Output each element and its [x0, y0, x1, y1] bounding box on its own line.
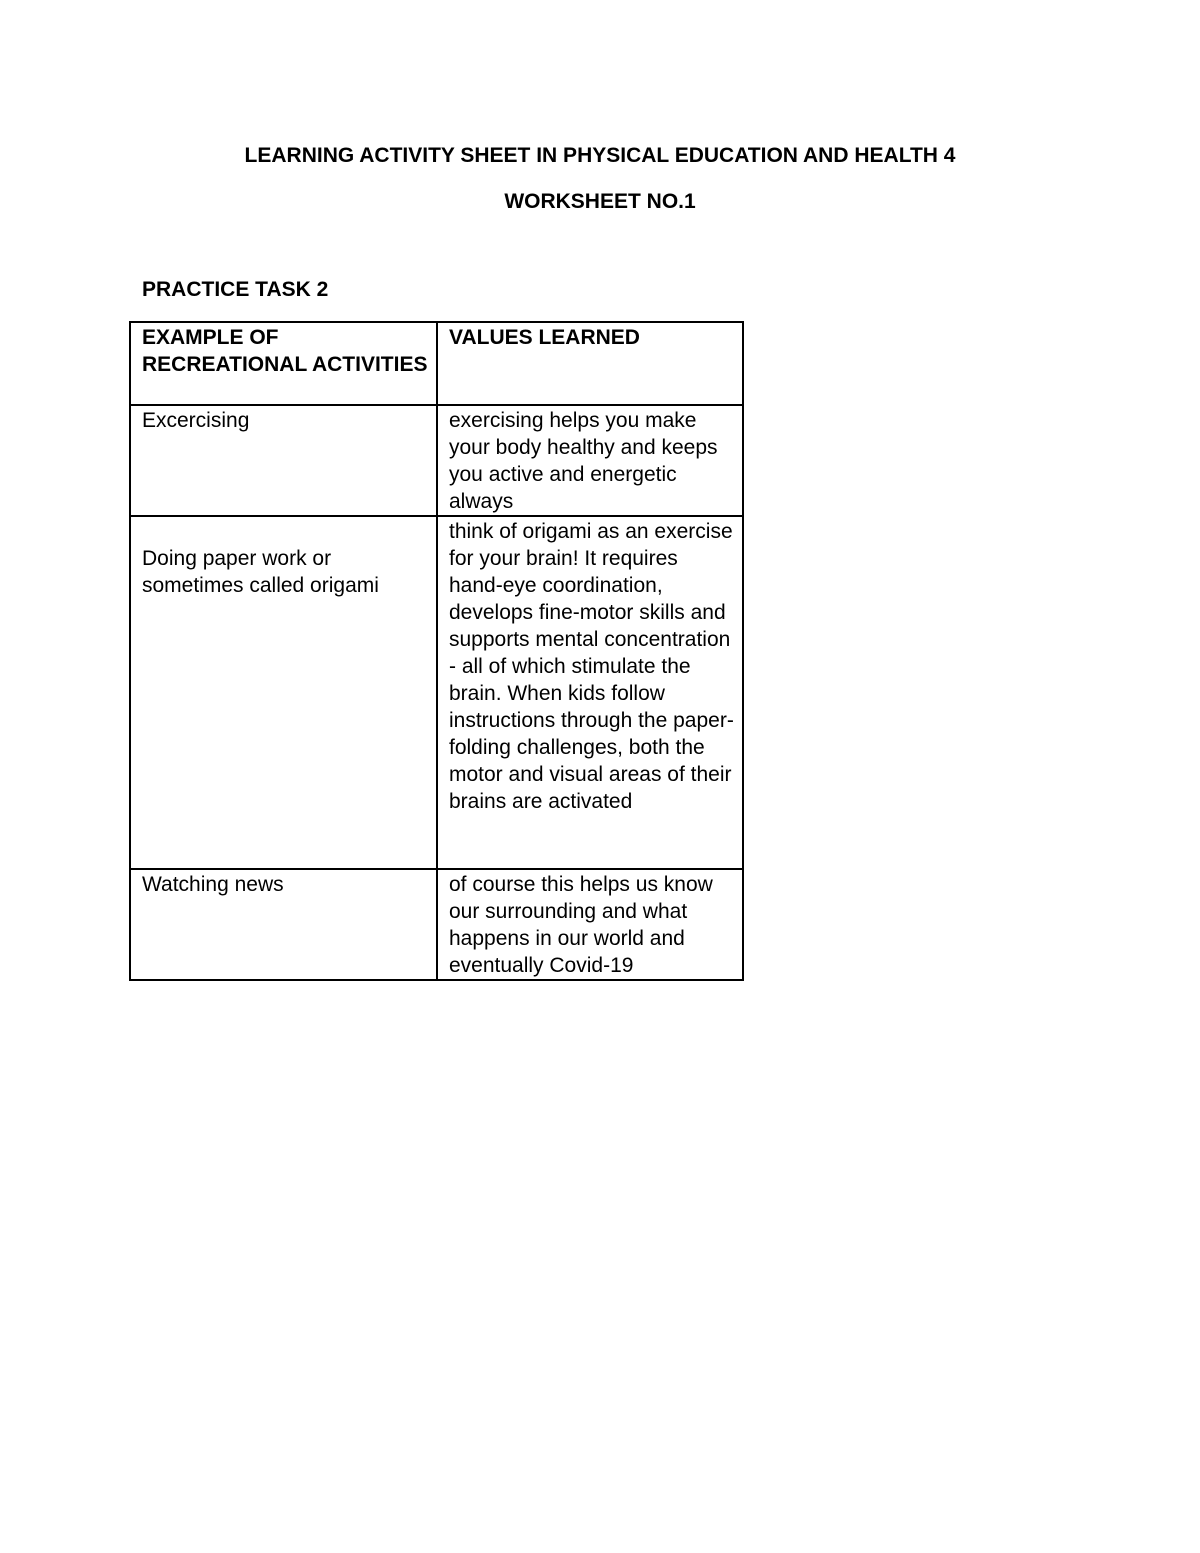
header-activities: EXAMPLE OF RECREATIONAL ACTIVITIES: [130, 322, 437, 405]
table-row: [130, 869, 743, 980]
activity-cell: Doing paper work or sometimes called origami: [130, 516, 437, 869]
activity-cell: Watching news: [130, 869, 437, 980]
value-cell: exercising helps you make your body healthy and keeps you active and energetic always: [437, 405, 743, 516]
table-header-row: [130, 322, 743, 405]
header-values-learned: VALUES LEARNED: [437, 322, 743, 405]
value-cell: of course this helps us know our surrounding and what happens in our world and eventually Covid-19: [437, 869, 743, 980]
activities-table: [129, 321, 744, 981]
value-cell: think of origami as an exercise for your brain! It requires hand-eye coordination, develops fine-motor skills and supports mental concentration - all of which stimulate the brain. When kids follow instructions through the paper-folding challenges, both the motor and visual areas of their brains are activated: [437, 516, 743, 869]
practice-task-heading: PRACTICE TASK 2: [142, 278, 329, 301]
document-title: LEARNING ACTIVITY SHEET IN PHYSICAL EDUCATION AND HEALTH 4: [244, 144, 956, 167]
table-row: [130, 405, 743, 516]
table-row: [130, 516, 743, 869]
activity-cell: Excercising: [130, 405, 437, 516]
worksheet-number: WORKSHEET NO.1: [504, 190, 696, 213]
